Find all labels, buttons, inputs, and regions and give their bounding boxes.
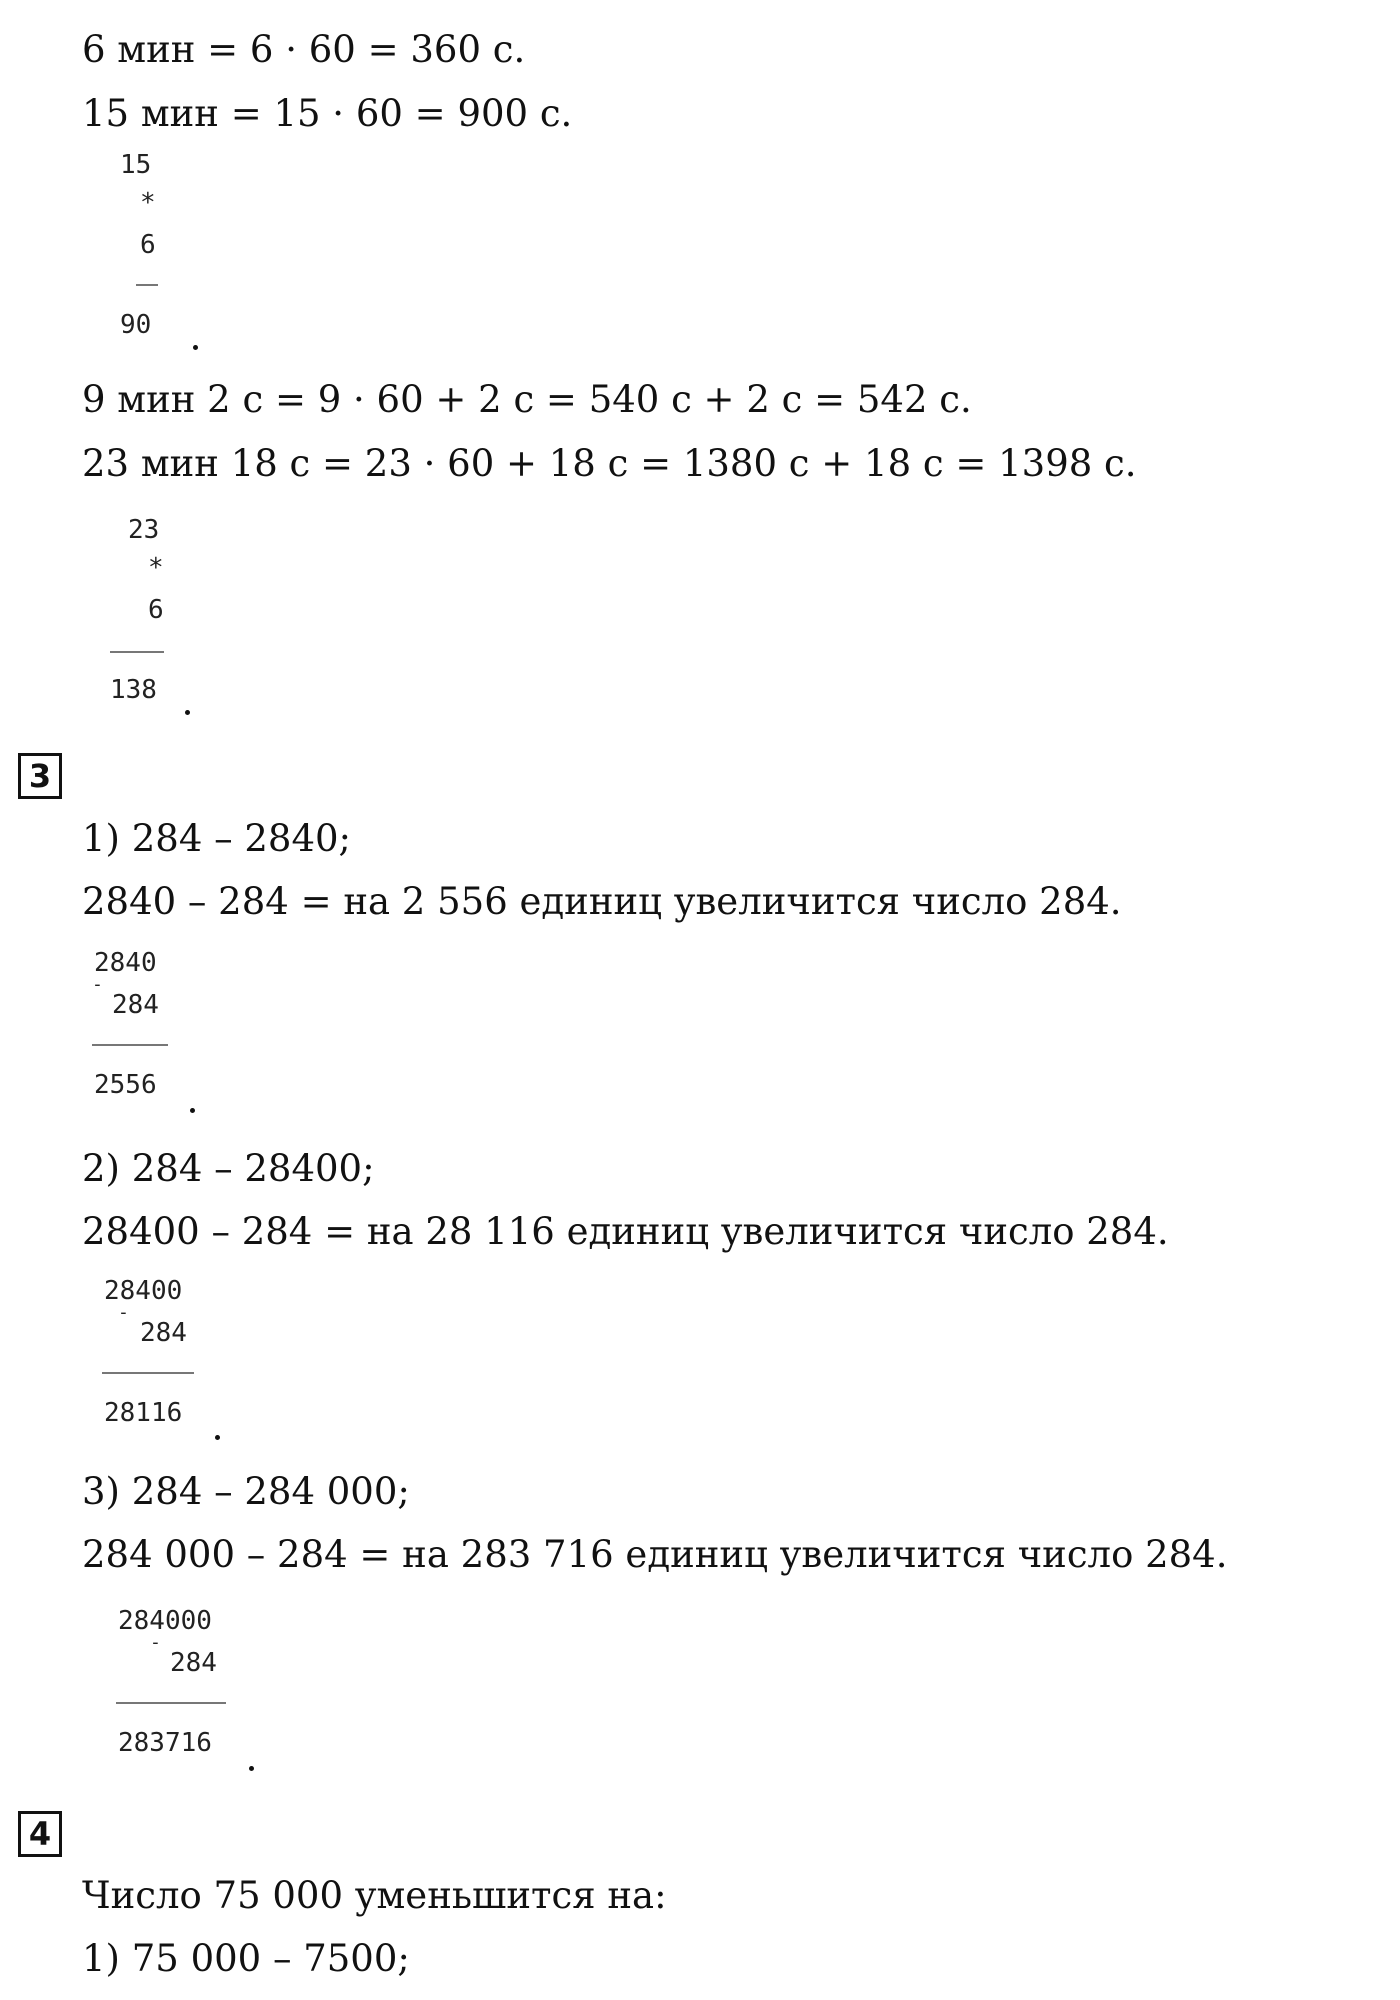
task4-item-1: 1) 75 000 – 7500; — [82, 1937, 410, 1980]
calc-period — [190, 1108, 195, 1113]
calc-operator: - — [92, 974, 103, 995]
calc-period — [215, 1435, 220, 1440]
calc-underline — [92, 1044, 168, 1046]
calc-operator: * — [148, 553, 164, 583]
task3-item-1-answer: 2840 – 284 = на 2 556 единиц увеличится число 284. — [82, 880, 1122, 923]
calc-underline — [116, 1702, 226, 1704]
equation-6-min: 6 мин = 6 · 60 = 360 с. — [82, 28, 526, 71]
task3-item-2: 2) 284 – 28400; — [82, 1147, 375, 1190]
calc-bottom: 6 — [148, 595, 164, 625]
calc-result: 90 — [120, 310, 152, 340]
task3-item-2-answer: 28400 – 284 = на 28 116 единиц увеличится число 284. — [82, 1210, 1169, 1253]
task3-item-3-answer: 284 000 – 284 = на 283 716 единиц увеличится число 284. — [82, 1533, 1228, 1576]
calc-top: 23 — [128, 515, 160, 545]
calc-result: 138 — [110, 675, 157, 705]
task4-intro: Число 75 000 уменьшится на: — [82, 1874, 667, 1917]
calc-result: 283716 — [118, 1728, 212, 1758]
calc-bottom: 284 — [170, 1648, 217, 1678]
calc-underline — [110, 651, 164, 653]
column-calc-15x6 — [118, 150, 218, 350]
equation-9-min-2-s: 9 мин 2 с = 9 · 60 + 2 с = 540 с + 2 с = 542 с. — [82, 378, 972, 421]
calc-period — [249, 1766, 254, 1771]
column-calc-28400-minus-284 — [102, 1276, 222, 1446]
calc-top: 284000 — [118, 1606, 212, 1636]
column-calc-23x6 — [110, 515, 210, 715]
calc-bottom: 284 — [112, 990, 159, 1020]
equation-23-min-18-s: 23 мин 18 с = 23 · 60 + 18 с = 1380 с + 18 с = 1398 с. — [82, 442, 1137, 485]
calc-bottom: 6 — [140, 230, 156, 260]
calc-top: 15 — [120, 150, 152, 180]
calc-underline — [102, 1372, 194, 1374]
calc-top: 2840 — [94, 948, 157, 978]
calc-operator: - — [150, 1632, 161, 1653]
calc-operator: * — [140, 188, 156, 218]
equation-15-min: 15 мин = 15 · 60 = 900 с. — [82, 92, 573, 135]
calc-underline — [136, 284, 158, 286]
calc-result: 2556 — [94, 1070, 157, 1100]
task-number-3: 3 — [18, 753, 62, 799]
calc-period — [185, 710, 190, 715]
task3-item-3: 3) 284 – 284 000; — [82, 1470, 410, 1513]
calc-result: 28116 — [104, 1398, 183, 1428]
task3-item-1: 1) 284 – 2840; — [82, 817, 352, 860]
calc-top: 28400 — [104, 1276, 183, 1306]
column-calc-284000-minus-284 — [116, 1606, 256, 1776]
calc-operator: - — [118, 1302, 129, 1323]
calc-bottom: 284 — [140, 1318, 187, 1348]
calc-period — [193, 345, 198, 350]
column-calc-2840-minus-284 — [92, 948, 212, 1118]
task-number-4: 4 — [18, 1811, 62, 1857]
